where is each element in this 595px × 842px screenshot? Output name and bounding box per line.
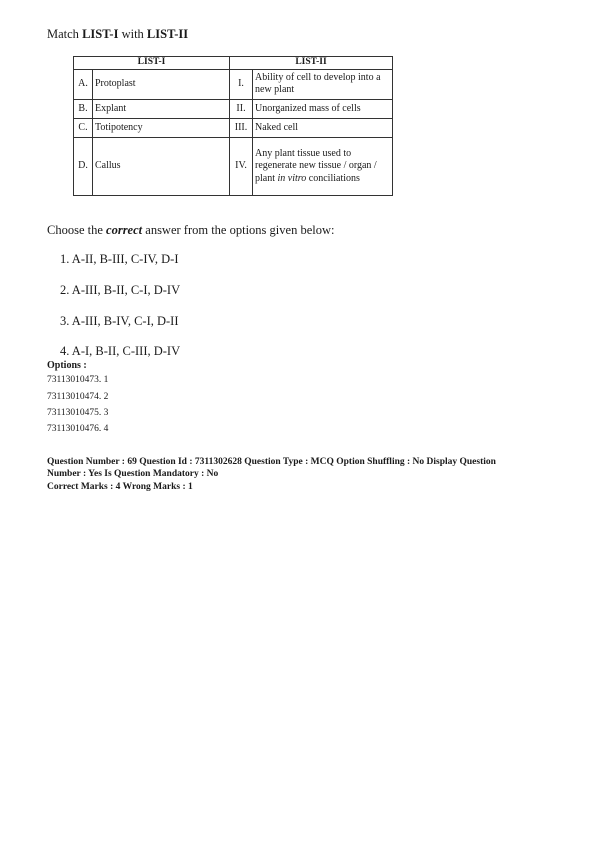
- row-desc-italic: in vitro: [277, 172, 307, 184]
- options-heading: Options :: [47, 360, 87, 371]
- row-item: Callus: [93, 137, 230, 195]
- answer-option-1[interactable]: 1. A-II, B-III, C-IV, D-I: [60, 252, 179, 266]
- row-roman: II.: [230, 99, 253, 118]
- match-table: [73, 56, 393, 196]
- choose-emphasis: correct: [106, 223, 143, 237]
- meta-line-3: Correct Marks : 4 Wrong Marks : 1: [47, 481, 193, 492]
- table-row: [74, 137, 393, 195]
- row-roman: III.: [230, 118, 253, 137]
- row-desc: Naked cell: [253, 118, 393, 137]
- table-header-list2: LIST-II: [230, 57, 393, 70]
- row-letter: C.: [74, 118, 93, 137]
- row-desc-text-end: conciliations: [306, 172, 360, 184]
- option-code: 73113010476. 4: [47, 424, 109, 434]
- row-roman: I.: [230, 69, 253, 99]
- answer-option-2[interactable]: 2. A-III, B-II, C-I, D-IV: [60, 283, 181, 297]
- prompt-list1: LIST-I: [82, 27, 119, 41]
- question-metadata: [47, 456, 557, 493]
- row-roman: IV.: [230, 137, 253, 195]
- meta-line-1: Question Number : 69 Question Id : 7311302628 Question Type : MCQ Option Shuffling : No Display Question: [47, 457, 496, 467]
- row-item: Protoplast: [93, 69, 230, 99]
- row-letter: A.: [74, 69, 93, 99]
- question-prompt: [47, 27, 188, 42]
- meta-line-2: Number : Yes Is Question Mandatory : No: [47, 469, 219, 480]
- table-header-list1: LIST-I: [74, 57, 230, 70]
- option-code: 73113010473. 1: [47, 375, 109, 385]
- prompt-prefix: Match: [47, 27, 83, 41]
- table-header-row: [74, 57, 393, 70]
- table-row: [74, 118, 393, 137]
- prompt-mid: with: [118, 27, 147, 41]
- option-code: 73113010474. 2: [47, 392, 109, 402]
- choose-after: answer from the options given below:: [142, 223, 335, 237]
- table-row: [74, 99, 393, 118]
- answer-option-4[interactable]: 4. A-I, B-II, C-III, D-IV: [60, 344, 181, 358]
- row-item: Totipotency: [93, 118, 230, 137]
- prompt-list2: LIST-II: [146, 27, 189, 41]
- row-letter: B.: [74, 99, 93, 118]
- row-letter: D.: [74, 137, 93, 195]
- row-desc: [253, 137, 393, 195]
- table-row: [74, 69, 393, 99]
- answer-option-3[interactable]: 3. A-III, B-IV, C-I, D-II: [60, 314, 179, 328]
- row-desc-text: Any plant tissue used to regenerate new tissue / organ / plant: [255, 147, 377, 184]
- choose-before: Choose the: [47, 223, 107, 237]
- row-item: Explant: [93, 99, 230, 118]
- option-code: 73113010475. 3: [47, 408, 109, 418]
- choose-instruction: [47, 223, 334, 238]
- row-desc: Unorganized mass of cells: [253, 99, 393, 118]
- row-desc: Ability of cell to develop into a new plant: [253, 69, 393, 99]
